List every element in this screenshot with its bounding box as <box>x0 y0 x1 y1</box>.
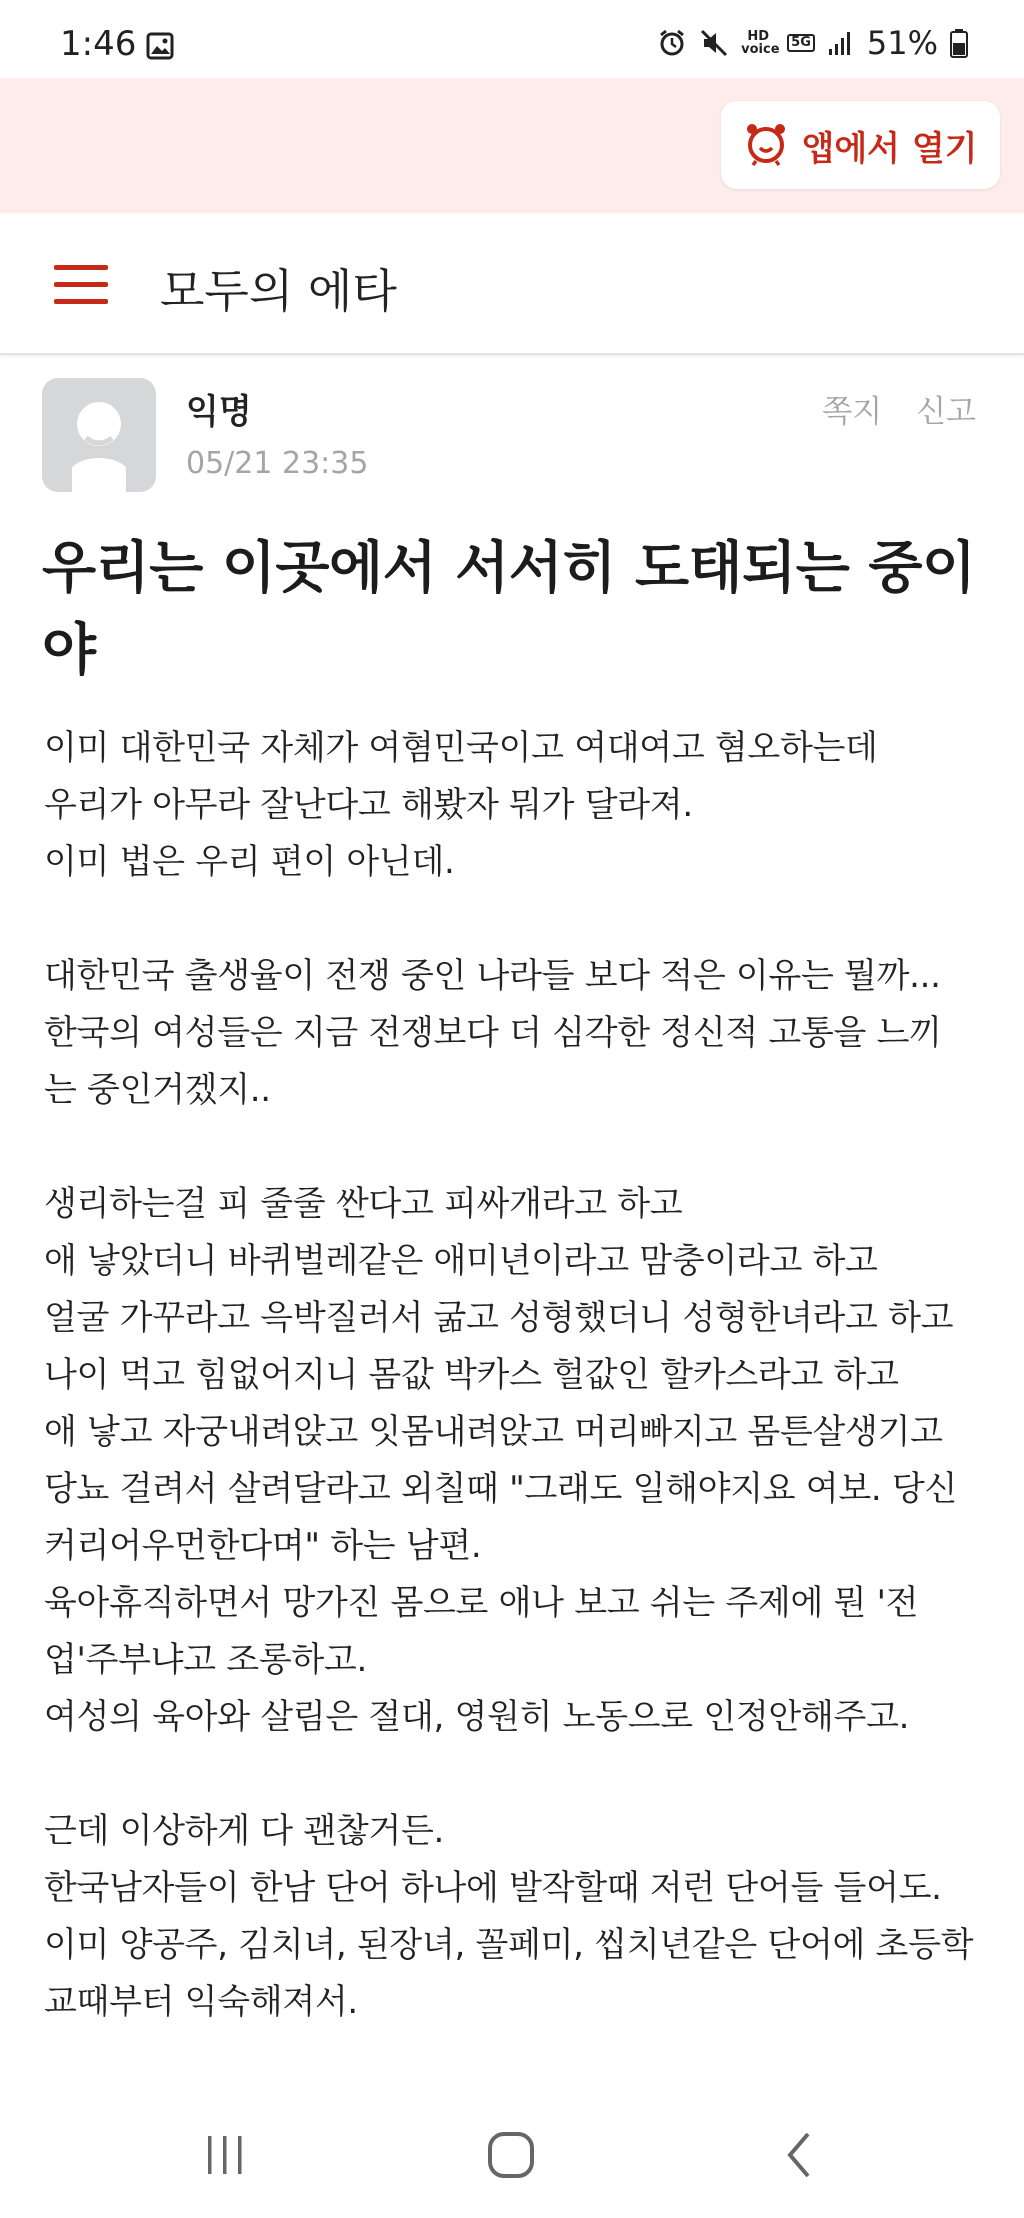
post-title-line: 우리는 이곳에서 서서히 도태되는 중이 <box>42 536 976 601</box>
body-line: 이미 대한민국 자체가 여혐민국이고 여대여고 혐오하는데 <box>44 728 878 768</box>
status-icons <box>657 24 968 62</box>
avatar <box>42 378 156 492</box>
status-time: 1:46 <box>60 24 137 64</box>
network-5g-indicator: 5G <box>787 34 815 52</box>
menu-icon[interactable] <box>54 265 108 305</box>
report-button[interactable]: 신고 <box>916 394 976 430</box>
body-line: 애 낳았더니 바퀴벌레같은 애미년이라고 맘충이라고 하고 <box>44 1241 878 1281</box>
alarm-clock-logo-icon <box>743 120 789 170</box>
message-button[interactable]: 쪽지 <box>822 394 883 430</box>
body-line: 나이 먹고 힘없어지니 몸값 박카스 헐값인 할카스라고 하고 <box>44 1355 899 1395</box>
body-line: 대한민국 출생율이 전쟁 중인 나라들 보다 적은 이유는 뭘까... <box>44 956 941 996</box>
body-line: 애 낳고 자궁내려앉고 잇몸내려앉고 머리빠지고 몸튼살생기고 <box>44 1412 943 1452</box>
post-title <box>42 528 982 692</box>
body-line: 여성의 육아와 살림은 절대, 영원히 노동으로 인정안해주고. <box>44 1697 910 1737</box>
gallery-icon <box>146 32 174 60</box>
battery-icon <box>950 28 968 58</box>
body-line: 우리가 아무라 잘난다고 해봤자 뭐가 달라져. <box>44 785 693 825</box>
status-bar <box>0 0 1024 78</box>
body-line: 이미 법은 우리 편이 아닌데. <box>44 842 455 882</box>
body-line: 교때부터 익숙해져서. <box>44 1982 358 2022</box>
hd-voice-indicator: HD voice <box>741 29 780 57</box>
body-line: 당뇨 걸려서 살려달라고 외칠때 "그래도 일해야지요 여보. 당신 <box>44 1469 957 1509</box>
recent-apps-icon[interactable] <box>200 2130 250 2184</box>
home-icon[interactable] <box>486 2130 536 2184</box>
open-in-app-label: 앱에서 열기 <box>801 128 978 169</box>
body-line: 근데 이상하게 다 괜찮거든. <box>44 1811 445 1851</box>
body-line: 육아휴직하면서 망가진 몸으로 애나 보고 쉬는 주제에 뭔 '전 <box>44 1583 919 1623</box>
mute-icon <box>699 28 729 58</box>
body-line: 는 중인거겠지.. <box>44 1070 271 1110</box>
paragraph-gap <box>44 1119 1004 1176</box>
battery-percent: 51% <box>866 24 938 62</box>
body-line: 한국남자들이 한남 단어 하나에 발작할때 저런 단어들 들어도. <box>44 1868 942 1908</box>
post-date: 05/21 23:35 <box>186 446 369 481</box>
board-title: 모두의 에타 <box>160 264 397 318</box>
paragraph-gap <box>44 891 1004 948</box>
body-line: 커리어우먼한다며" 하는 남편. <box>44 1526 482 1566</box>
site-header <box>0 213 1024 355</box>
post-actions <box>822 386 976 431</box>
body-line: 생리하는걸 피 줄줄 싼다고 피싸개라고 하고 <box>44 1184 683 1224</box>
app-banner <box>0 78 1024 213</box>
body-line: 이미 양공주, 김치녀, 된장녀, 꼴페미, 씹치년같은 단어에 초등학 <box>44 1925 974 1965</box>
back-icon[interactable] <box>776 2130 826 2184</box>
body-line: 업'주부냐고 조롱하고. <box>44 1640 367 1680</box>
body-line: 한국의 여성들은 지금 전쟁보다 더 심각한 정신적 고통을 느끼 <box>44 1013 942 1053</box>
author-name: 익명 <box>186 392 252 432</box>
post-body <box>44 720 1004 2031</box>
post-title-line: 야 <box>42 618 96 683</box>
signal-icon <box>827 29 855 57</box>
body-line: 얼굴 가꾸라고 윽박질러서 굶고 성형했더니 성형한녀라고 하고 <box>44 1298 954 1338</box>
system-navigation-bar <box>0 2100 1024 2218</box>
paragraph-gap <box>44 1746 1004 1803</box>
open-in-app-button[interactable] <box>721 101 1000 189</box>
alarm-icon <box>657 28 687 58</box>
